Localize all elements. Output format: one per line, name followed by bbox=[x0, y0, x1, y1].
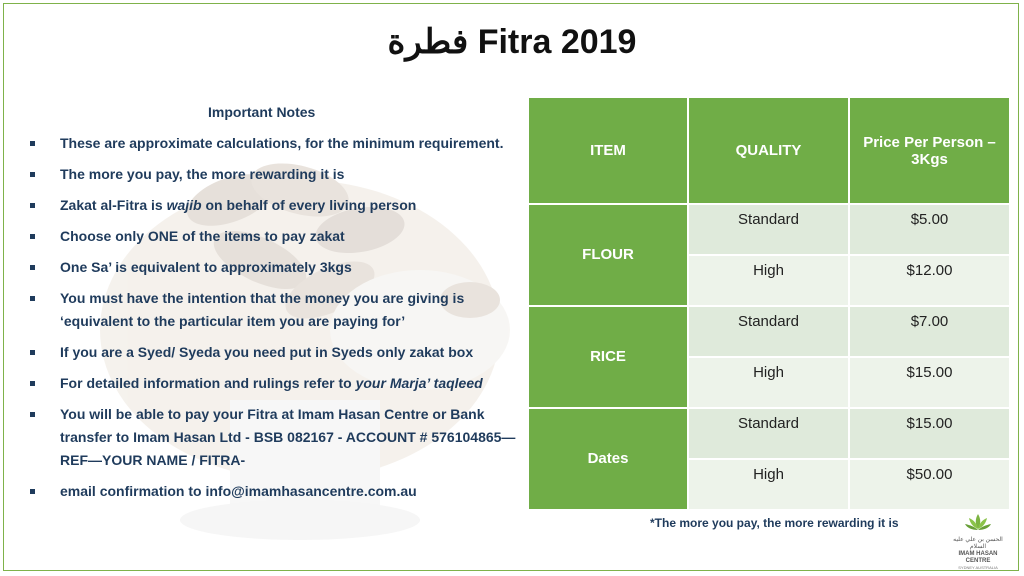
table-row bbox=[528, 306, 1010, 357]
header-quality: QUALITY bbox=[688, 97, 849, 204]
header-price: Price Per Person – 3Kgs bbox=[849, 97, 1010, 204]
note-item: One Sa’ is equivalent to approximately 3kgs bbox=[30, 256, 520, 279]
price-cell: $7.00 bbox=[849, 306, 1010, 357]
logo-arabic-text: الحسن بن علي عليه السلام bbox=[953, 537, 1003, 550]
fitra-price-table bbox=[527, 96, 1011, 511]
note-item: Zakat al-Fitra is wajib on behalf of every living person bbox=[30, 194, 520, 217]
price-cell: $50.00 bbox=[849, 459, 1010, 510]
quality-cell: Standard bbox=[688, 408, 849, 459]
quality-cell: Standard bbox=[688, 306, 849, 357]
note-item: email confirmation to info@imamhasancentre.com.au bbox=[30, 480, 520, 503]
bullet-icon bbox=[30, 172, 35, 177]
note-item: If you are a Syed/ Syeda you need put in Syeds only zakat box bbox=[30, 341, 520, 364]
table-header-row bbox=[528, 97, 1010, 204]
bullet-icon bbox=[30, 265, 35, 270]
logo-name: IMAM HASAN CENTRE bbox=[958, 551, 998, 564]
logo-subtitle: SYDNEY AUSTRALIA bbox=[958, 565, 998, 570]
table-row bbox=[528, 408, 1010, 459]
quality-cell: Standard bbox=[688, 204, 849, 255]
price-cell: $5.00 bbox=[849, 204, 1010, 255]
note-item: You will be able to pay your Fitra at Imam Hasan Centre or Bank transfer to Imam Hasan Ltd - BSB 082167 - ACCOUNT # 576104865—REF—YOUR NAME / FITRA- bbox=[30, 403, 520, 472]
bullet-icon bbox=[30, 350, 35, 355]
note-item: The more you pay, the more rewarding it is bbox=[30, 163, 520, 186]
note-item: For detailed information and rulings refer to your Marja’ taqleed bbox=[30, 372, 520, 395]
item-cell: RICE bbox=[528, 306, 688, 408]
item-cell: Dates bbox=[528, 408, 688, 510]
header-item: ITEM bbox=[528, 97, 688, 204]
quality-cell: High bbox=[688, 459, 849, 510]
bullet-icon bbox=[30, 141, 35, 146]
footnote: *The more you pay, the more rewarding it is bbox=[650, 516, 899, 530]
lotus-icon bbox=[964, 512, 992, 532]
price-cell: $15.00 bbox=[849, 408, 1010, 459]
notes-list bbox=[30, 132, 520, 503]
item-cell: FLOUR bbox=[528, 204, 688, 306]
quality-cell: High bbox=[688, 357, 849, 408]
bullet-icon bbox=[30, 381, 35, 386]
note-item: You must have the intention that the money you are giving is ‘equivalent to the particular item you are paying for’ bbox=[30, 287, 520, 333]
bullet-icon bbox=[30, 296, 35, 301]
bullet-icon bbox=[30, 203, 35, 208]
imam-hasan-centre-logo bbox=[946, 512, 1010, 570]
bullet-icon bbox=[30, 234, 35, 239]
notes-heading: Important Notes bbox=[208, 104, 316, 120]
quality-cell: High bbox=[688, 255, 849, 306]
note-item: Choose only ONE of the items to pay zakat bbox=[30, 225, 520, 248]
price-cell: $15.00 bbox=[849, 357, 1010, 408]
price-cell: $12.00 bbox=[849, 255, 1010, 306]
note-item: These are approximate calculations, for the minimum requirement. bbox=[30, 132, 520, 155]
table-row bbox=[528, 204, 1010, 255]
bullet-icon bbox=[30, 412, 35, 417]
bullet-icon bbox=[30, 489, 35, 494]
slide-title: فطرة Fitra 2019 bbox=[387, 23, 637, 61]
